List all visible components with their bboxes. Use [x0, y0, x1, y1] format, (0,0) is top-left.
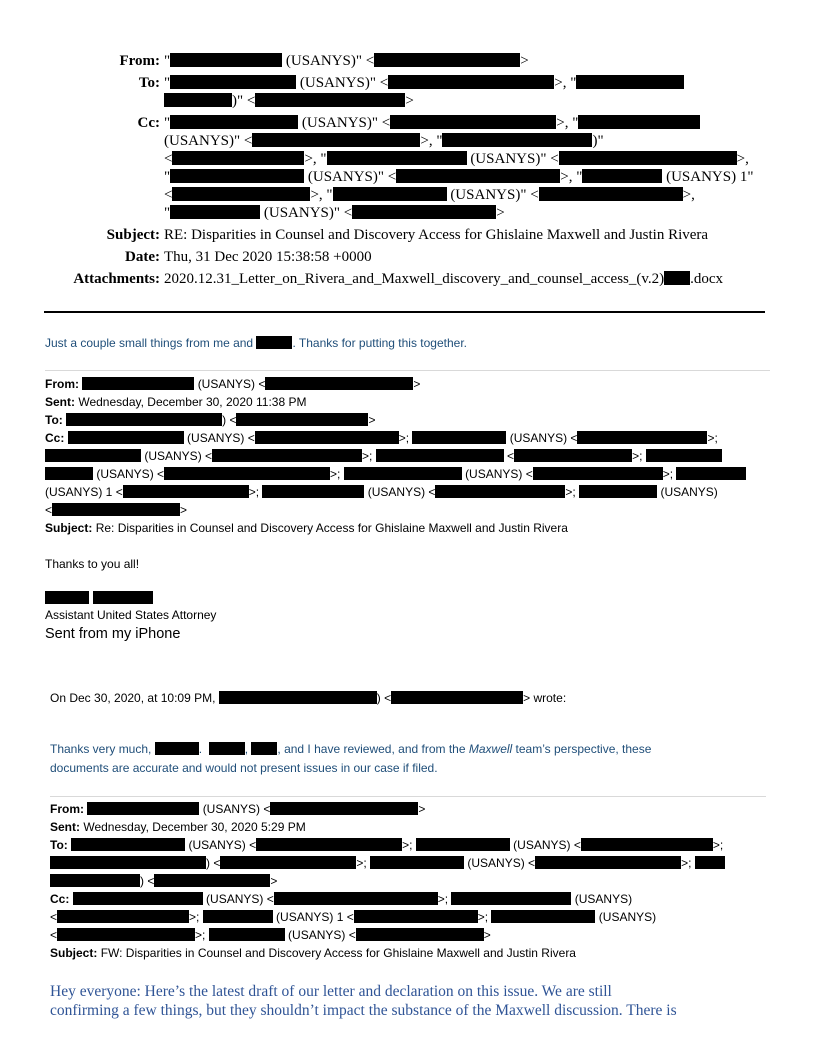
redaction	[396, 169, 560, 183]
redaction	[45, 591, 89, 604]
redaction	[265, 377, 413, 390]
redaction	[50, 874, 140, 887]
redaction	[256, 838, 402, 851]
redaction	[170, 205, 260, 219]
redaction	[416, 838, 510, 851]
sent-value: Wednesday, December 30, 2020 5:29 PM	[83, 820, 306, 834]
redaction	[236, 413, 368, 426]
redaction	[170, 75, 296, 89]
header-cc-row: Cc: " (USANYS)" < >, " (USANYS)" < >, " )" < >, " (USANYS)" < >, " (USANYS)" < >, " (USANYS) 1" < >, " (USANYS)" < >, " (USANYS)" < >	[137, 115, 754, 221]
redaction	[154, 874, 270, 887]
redaction	[57, 928, 195, 941]
redaction	[87, 802, 199, 815]
redaction	[251, 742, 277, 755]
redaction	[170, 53, 282, 67]
redaction	[203, 910, 273, 923]
redaction	[354, 910, 478, 923]
redaction	[209, 928, 285, 941]
redaction	[646, 449, 722, 462]
separator	[50, 796, 766, 797]
date-value: Thu, 31 Dec 2020 15:38:58 +0000	[164, 249, 372, 265]
header-divider	[44, 311, 765, 313]
redaction	[577, 431, 707, 444]
date-label: Date:	[125, 249, 160, 265]
redaction	[388, 75, 554, 89]
redaction	[676, 467, 746, 480]
redaction	[45, 449, 141, 462]
header-attachments-row: Attachments: 2020.12.31_Letter_on_Rivera_and_Maxwell_discovery_and_counsel_access_(v.2) .docx	[73, 271, 724, 287]
attachments-label: Attachments:	[73, 271, 160, 287]
header-from-row: From: " (USANYS)" < >	[119, 53, 529, 69]
redaction	[57, 910, 189, 923]
redaction	[391, 691, 523, 704]
redaction	[352, 205, 496, 219]
redaction	[514, 449, 632, 462]
redaction	[535, 856, 681, 869]
subject-label: Subject:	[106, 227, 160, 243]
subject-value: Re: Disparities in Counsel and Discovery Access for Ghislaine Maxwell and Justin Rivera	[95, 521, 568, 535]
redaction	[255, 93, 405, 107]
header-to-row: To: " (USANYS)" < >, " )" < >	[0, 74, 816, 110]
to-label: To:	[138, 75, 160, 91]
redaction	[73, 892, 203, 905]
redaction	[579, 485, 657, 498]
message-body-4-line-2: confirming a few things, but they shouldn’t impact the substance of the Maxwell discussion. There is	[50, 1002, 677, 1019]
redaction	[252, 133, 420, 147]
redaction	[327, 151, 467, 165]
signature-name	[45, 590, 153, 606]
redaction	[390, 115, 556, 129]
redaction	[274, 892, 438, 905]
redaction	[435, 485, 565, 498]
redaction	[50, 856, 206, 869]
redaction	[695, 856, 725, 869]
quote-header: On Dec 30, 2020, at 10:09 PM, ) < > wrote:	[50, 691, 567, 705]
redaction	[576, 75, 684, 89]
redaction	[262, 485, 364, 498]
redaction	[664, 271, 690, 285]
message-body-1: Just a couple small things from me and . Thanks for putting this together.	[45, 336, 468, 350]
redaction	[45, 467, 93, 480]
redaction	[220, 856, 356, 869]
redaction	[581, 838, 713, 851]
redaction	[491, 910, 595, 923]
cc-label: Cc:	[137, 115, 160, 131]
redaction	[451, 892, 571, 905]
redaction	[170, 115, 298, 129]
subject-value: FW: Disparities in Counsel and Discovery Access for Ghislaine Maxwell and Justin Rivera	[100, 946, 576, 960]
redaction	[539, 187, 683, 201]
redaction	[164, 93, 232, 107]
redaction	[412, 431, 506, 444]
redaction	[370, 856, 464, 869]
separator	[45, 370, 770, 371]
redaction	[52, 503, 180, 516]
redaction	[155, 742, 199, 755]
sent-from-iphone: Sent from my iPhone	[45, 626, 181, 642]
signature-title: Assistant United States Attorney	[45, 608, 217, 622]
redaction	[172, 187, 310, 201]
redaction	[212, 449, 362, 462]
redaction	[164, 467, 330, 480]
redaction	[255, 431, 399, 444]
subject-value: RE: Disparities in Counsel and Discovery Access for Ghislaine Maxwell and Justin Rivera	[164, 227, 709, 243]
redaction	[71, 838, 185, 851]
header-subject-row	[0, 226, 816, 244]
redaction	[344, 467, 462, 480]
message-body-3-line-1: Thanks very much, . , , and I have reviewed, and from the Maxwell team’s perspective, these	[50, 742, 652, 756]
header-date-row	[0, 248, 816, 266]
message-body-3-line-2: documents are accurate and would not present issues in our case if filed.	[50, 761, 438, 775]
sent-value: Wednesday, December 30, 2020 11:38 PM	[78, 395, 307, 409]
message-body-4-line-1: Hey everyone: Here’s the latest draft of our letter and declaration on this issue. We are still	[50, 983, 612, 1000]
redaction	[82, 377, 194, 390]
redaction	[172, 151, 304, 165]
redaction	[376, 449, 504, 462]
attachment-filename[interactable]: 2020.12.31_Letter_on_Rivera_and_Maxwell_discovery_and_counsel_access_(v.2)	[164, 271, 665, 287]
redaction	[442, 133, 592, 147]
email-header	[0, 52, 816, 288]
message-body-2: Thanks to you all!	[45, 557, 140, 571]
redaction	[219, 691, 377, 704]
redaction	[374, 53, 520, 67]
redaction	[68, 431, 184, 444]
redaction	[356, 928, 484, 941]
redaction	[333, 187, 447, 201]
redaction	[270, 802, 418, 815]
redaction	[578, 115, 700, 129]
redaction	[533, 467, 663, 480]
redaction	[123, 485, 249, 498]
redaction	[66, 413, 222, 426]
redaction	[256, 336, 292, 349]
redaction	[559, 151, 737, 165]
redaction	[170, 169, 304, 183]
redaction	[209, 742, 245, 755]
from-label: From:	[119, 53, 160, 69]
redaction	[93, 591, 153, 604]
redaction	[582, 169, 662, 183]
